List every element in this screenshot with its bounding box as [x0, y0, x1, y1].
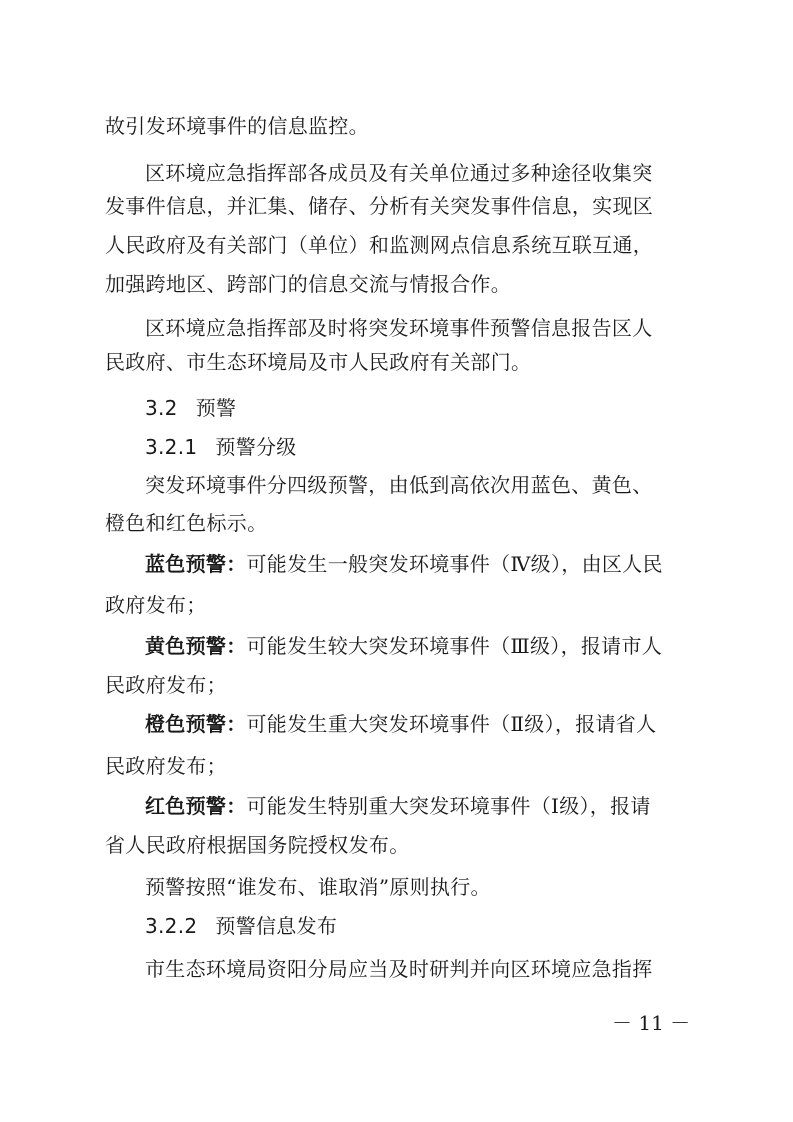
blue-warning-line: [145, 549, 793, 579]
body-line-3: 发事件信息，并汇集、储存、分析有关突发事件信息，实现区: [105, 194, 654, 218]
page-number: － 11 －: [612, 1011, 691, 1035]
orange-warning-text: 可能发生重大突发环境事件（Ⅱ级），报请省人: [246, 712, 657, 736]
body-line-2: 区环境应急指挥部各成员及有关单位通过多种途径收集突: [145, 161, 653, 185]
heading-3-2: [145, 393, 793, 423]
heading-title: 预警: [195, 396, 237, 420]
red-warning-label: 红色预警：: [145, 794, 247, 818]
heading-title: 预警分级: [215, 435, 297, 459]
red-warning-cont: 省人民政府根据国务院授权发布。: [105, 833, 410, 857]
body-line-1: 故引发环境事件的信息监控。: [105, 114, 369, 138]
orange-warning-line: [145, 709, 793, 739]
heading-3-2-2: [145, 911, 793, 941]
yellow-warning-line: [145, 631, 793, 661]
levels-line-2: 橙色和红色标示。: [105, 511, 268, 535]
heading-number: 3.2: [145, 396, 178, 420]
blue-warning-cont: 政府发布；: [105, 593, 207, 617]
red-warning-text: 可能发生特别重大突发环境事件（Ⅰ级），报请: [246, 794, 651, 818]
body-line-last: 市生态环境局资阳分局应当及时研判并向区环境应急指挥: [145, 957, 653, 981]
heading-number: 3.2.1: [145, 435, 198, 459]
heading-number: 3.2.2: [145, 914, 198, 938]
principle-line: 预警按照“谁发布、谁取消”原则执行。: [145, 875, 491, 899]
yellow-warning-label: 黄色预警：: [145, 634, 247, 658]
body-line-7: 民政府、市生态环境局及市人民政府有关部门。: [105, 350, 532, 374]
red-warning-line: [145, 791, 793, 821]
yellow-warning-text: 可能发生较大突发环境事件（Ⅲ级），报请市人: [246, 634, 663, 658]
body-line-5: 加强跨地区、跨部门的信息交流与情报合作。: [105, 272, 511, 296]
blue-warning-label: 蓝色预警：: [145, 552, 247, 576]
body-line-6: 区环境应急指挥部及时将突发环境事件预警信息报告区人: [145, 316, 653, 340]
heading-title: 预警信息发布: [215, 914, 338, 938]
blue-warning-text: 可能发生一般突发环境事件（Ⅳ级），由区人民: [246, 552, 663, 576]
body-line-4: 人民政府及有关部门（单位）和监测网点信息系统互联互通，: [105, 233, 654, 257]
orange-warning-label: 橙色预警：: [145, 712, 247, 736]
yellow-warning-cont: 民政府发布；: [105, 673, 227, 697]
levels-line-1: 突发环境事件分四级预警，由低到高依次用蓝色、黄色、: [145, 473, 653, 497]
orange-warning-cont: 民政府发布；: [105, 754, 227, 778]
heading-3-2-1: [145, 432, 793, 462]
